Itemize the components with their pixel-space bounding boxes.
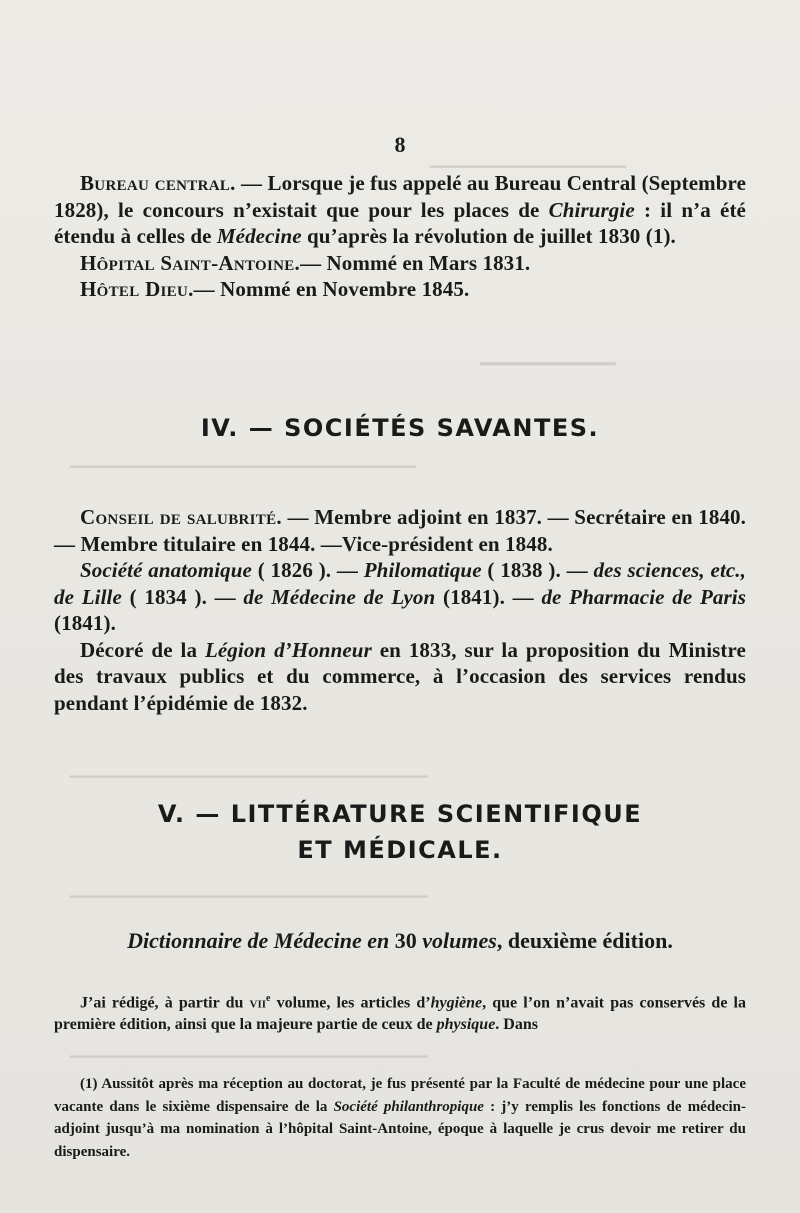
section-v-heading-line-1: V. — LITTÉRATURE SCIENTIFIQUE xyxy=(157,800,643,828)
societies-block xyxy=(54,504,746,716)
bleed-through-texture: ▁▁▁▁▁▁▁▁ xyxy=(480,340,616,365)
hotel-dieu-label: Hôtel Dieu. xyxy=(80,277,194,301)
decoration-paragraph: Décoré de la Légion d’Honneur en 1833, sur la proposition du Ministre des travaux publics et du commerce, à l’occasion des services rendus pendant l’épidémie de 1832. xyxy=(54,637,746,715)
dictionary-title: Dictionnaire de Médecine en 30 volumes, deuxième édition. xyxy=(127,928,673,953)
bureau-central-label: Bureau central. xyxy=(80,171,236,195)
appointments-block xyxy=(54,170,746,303)
bleed-through-texture: ▁▁▁▁▁▁▁▁▁▁▁▁▁▁▁▁▁▁▁▁▁▁▁▁▁▁▁▁▁▁▁ xyxy=(70,882,428,898)
footnote-block xyxy=(54,1073,746,1163)
section-v-heading-line-2: ET MÉDICALE. xyxy=(297,836,503,864)
bleed-through-texture: ▁▁▁▁▁▁▁▁▁▁▁▁▁▁▁▁▁▁▁▁▁▁▁▁▁▁▁▁▁▁▁ xyxy=(70,762,428,778)
saint-antoine-label: Hôpital Saint-Antoine. xyxy=(80,250,301,275)
section-iv-heading: IV. — SOCIÉTÉS SAVANTES. xyxy=(200,414,600,442)
page-number: 8 xyxy=(394,132,406,157)
hotel-dieu-line: Hôtel Dieu.— Nommé en Novembre 1845. xyxy=(80,277,470,301)
conseil-paragraph: Conseil de salubrité. — Membre adjoint en 1837. — Secrétaire en 1840.— Membre titulaire en 1844. —Vice-président en 1848. xyxy=(54,505,746,556)
footnote: (1) Aussitôt après ma réception au doctorat, je fus présenté par la Faculté de médecine pour une place vacante dans le sixième dispensaire de la Société philanthropique : j’y remplis les fonctions de médecin-adjoint jusqu’à ma nomination à l’hôpital Saint-Antoine, époque à laquelle je crus devoir me retirer du dispensaire. xyxy=(54,1076,747,1160)
saint-antoine-line: Hôpital Saint-Antoine.— Nommé en Mars 1831. xyxy=(80,250,531,275)
literature-block xyxy=(54,988,746,1036)
societies-paragraph: Société anatomique ( 1826 ). — Philomatique ( 1838 ). — des sciences, etc., de Lille ( 1834 ). — de Médecine de Lyon (1841). — de Pharmacie de Paris (1841). xyxy=(54,558,746,635)
bleed-through-texture: ▁▁▁▁▁▁▁▁▁▁▁▁▁▁▁▁▁▁▁▁▁▁▁▁▁▁▁▁▁▁▁ xyxy=(70,1042,428,1058)
bleed-through-texture: ▁▁▁▁▁▁▁▁▁▁▁▁▁▁▁▁▁ xyxy=(430,152,627,168)
bureau-central-paragraph: Bureau central. — Lorsque je fus appelé au Bureau Central (Septembre 1828), le concours n’existait que pour les places de Chirurgie : il n’a été étendu à celles de Médecine qu’après la révolution de juillet 1830 (1). xyxy=(54,171,747,248)
literature-paragraph: J’ai rédigé, à partir du vii$^e$ volume, les articles d’hygiène, que l’on n’avait pas conservés de la première édition, ainsi que la majeure partie de ceux de physique. Dans xyxy=(54,993,747,1034)
conseil-label: Conseil de salubrité. xyxy=(80,505,282,529)
bleed-through-texture: ▁▁▁▁▁▁▁▁▁▁▁▁▁▁▁▁▁▁▁▁▁▁▁▁▁▁▁▁▁▁ xyxy=(70,452,417,468)
